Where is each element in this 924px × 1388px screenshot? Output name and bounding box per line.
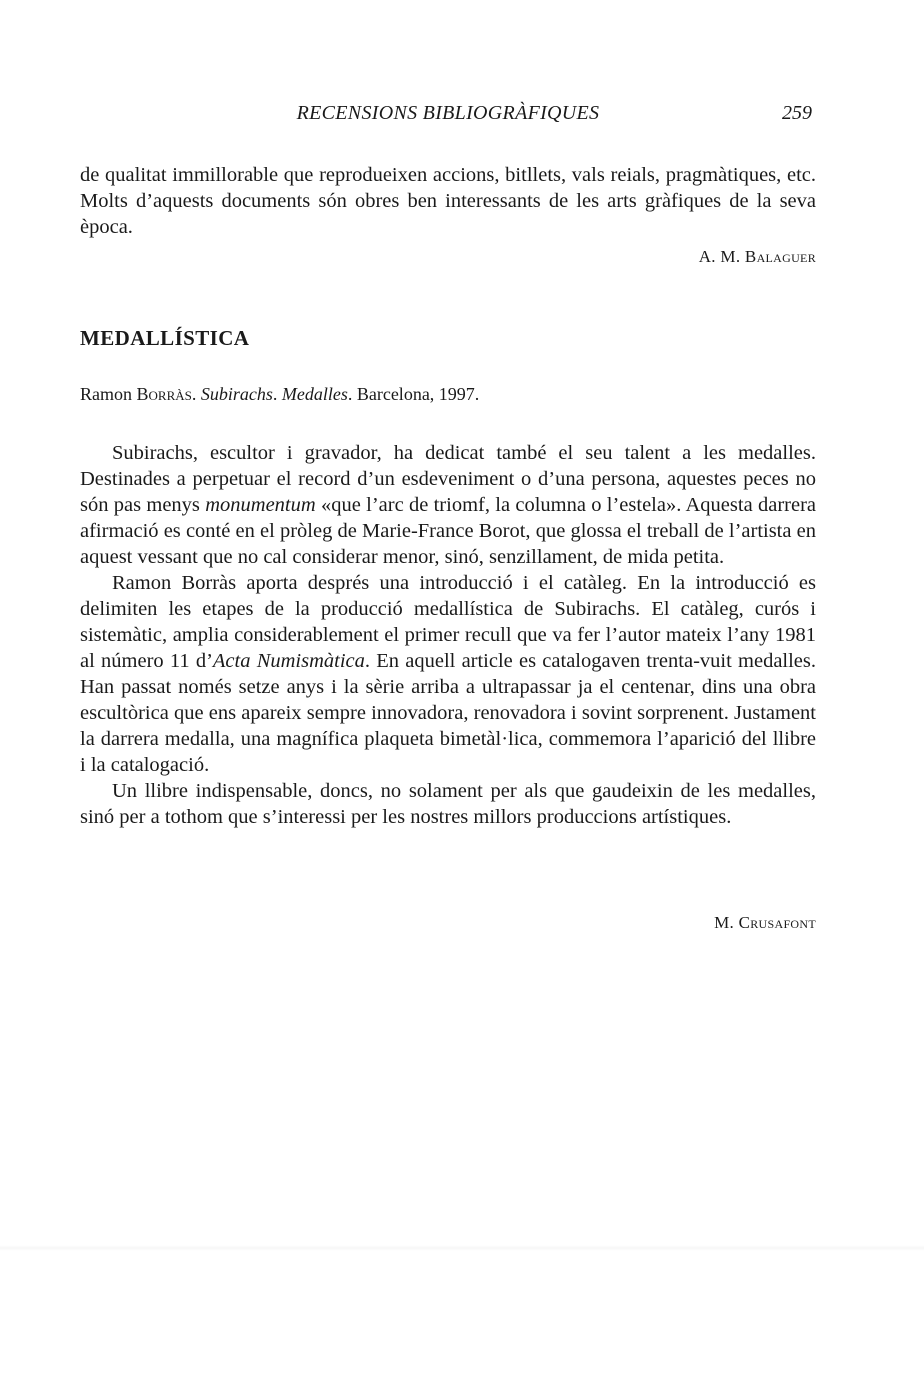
scan-smudge xyxy=(0,1245,924,1251)
review-p1-italic: monumentum xyxy=(205,494,316,516)
citation-author-last: Borràs xyxy=(136,384,192,404)
review-body xyxy=(80,440,816,830)
citation-publication: . Barcelona, 1997. xyxy=(347,384,480,404)
previous-review-paragraph: de qualitat immillorable que reprodueixen accions, bitllets, vals reials, pragmàtiques, etc. Molts d’aquests documents són obres ben interessants de les arts gràfiques de la seva època. xyxy=(80,164,816,238)
citation-sep-2: . xyxy=(272,384,282,404)
previous-review-text xyxy=(80,162,816,240)
review-paragraph-1 xyxy=(80,440,816,570)
review-paragraph-2 xyxy=(80,570,816,778)
review-signature: M. Crusafont xyxy=(714,913,816,932)
citation-title-1: Subirachs xyxy=(200,384,273,404)
review-p1-text-a: Subirachs, escultor i gravador, ha dedicat també el seu talent a les medalles. Destinades a perpetuar el record d’un esdeveniment o d’una persona, aquestes peces no són pas menys xyxy=(80,442,816,516)
running-title: RECENSIONS BIBLIOGRÀFIQUES xyxy=(296,102,600,124)
citation-author-first: Ramon xyxy=(80,384,137,404)
review-p1-text-c: «que l’arc de triomf, la columna o l’estela». Aquesta darrera afirmació es conté en el pròleg de Marie-France Borot, que glossa el treball de l’artista en aquest vessant que no cal considerar menor, sinó, senzillament, de mida petita. xyxy=(80,494,816,568)
page-number: 259 xyxy=(782,102,812,124)
review-p2-italic: Acta Numismàtica xyxy=(212,650,365,672)
book-citation xyxy=(80,384,479,405)
previous-review-signature: A. M. Balaguer xyxy=(698,247,816,266)
citation-sep-1: . xyxy=(191,384,201,404)
running-head xyxy=(80,102,816,132)
review-paragraph-3: Un llibre indispensable, doncs, no solament per als que gaudeixin de les medalles, sinó per a tothom que s’interessi per les nostres millors produccions artístiques. xyxy=(80,780,816,828)
review-p2-text-a: Ramon Borràs aporta després una introducció i el catàleg. En la introducció es delimiten les etapes de la producció medallística de Subirachs. El catàleg, curós i sistemàtic, amplia considerablement el primer recull que va fer l’autor mateix l’any 1981 al número 11 d’ xyxy=(80,572,816,672)
citation-title-2: Medalles xyxy=(281,384,348,404)
review-p2-text-c: . En aquell article es catalogaven trenta-vuit medalles. Han passat només setze anys i la sèrie arriba a ultrapassar ja el centenar, dins una obra escultòrica que ens apareix sempre innovadora, renovadora i sovint sorprenent. Justament la darrera medalla, una magnífica plaqueta bimetàl·lica, commemora l’aparició del llibre i la catalogació. xyxy=(80,650,817,776)
section-heading: MEDALLÍSTICA xyxy=(80,326,250,350)
